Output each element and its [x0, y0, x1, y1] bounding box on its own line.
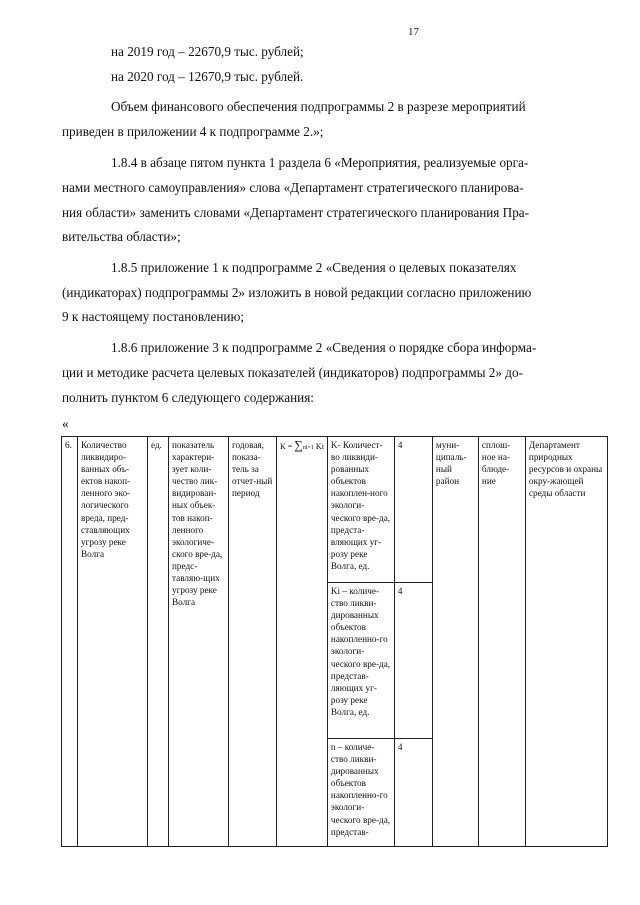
time-characteristic: годовая, показа-тель за отчет-ный период [229, 437, 277, 847]
responsible-body: Департамент природных ресурсов и охраны окру-жающей среды области [525, 437, 607, 847]
text-line: полнить пунктом 6 следующего содержания: [62, 390, 314, 405]
text-line: приведен в приложении 4 к подпрограмме 2.»; [62, 124, 324, 139]
text-line: нами местного самоуправления» слова «Департамент стратегического планирова- [62, 180, 524, 195]
data-collection-method: сплош-ное на-блюде-ние [478, 437, 525, 847]
variable-description: Ki – количе-ство ликви-дированных объектов накопленно-го экологи-ческого вре-да, представ-ляющих уг-розу реке Волга, ед. [327, 583, 394, 739]
text-line: вительства области»; [62, 229, 181, 244]
text-line: на 2019 год – 22670,9 тыс. рублей; [111, 44, 304, 59]
variable-description: n – количе-ство ликви-дированных объектов накопленно-го экологи-ческого вре-да, представ- [327, 739, 394, 847]
text-line: ции и методике расчета целевых показателей (индикаторов) подпрограммы 2» до- [62, 365, 523, 380]
variable-code: 4 [394, 437, 432, 583]
formula-cell [277, 437, 328, 847]
formula: K = ∑ni=1 Ki [280, 438, 324, 452]
indicator-name: Количество ликвидиро-ванных объ-ектов накоп-ленного эко-логического вреда, пред-ставляющих угрозу реке Волга [78, 437, 148, 847]
text-line: 1.8.6 приложение 3 к подпрограмме 2 «Сведения о порядке сбора информа- [111, 340, 537, 355]
row-number: 6. [62, 437, 78, 847]
observation-level: муни-ципаль-ный район [432, 437, 478, 847]
text-line: 9 к настоящему постановлению; [62, 309, 244, 324]
variable-code: 4 [394, 739, 432, 847]
unit: ед. [148, 437, 169, 847]
text-line: 1.8.4 в абзаце пятом пункта 1 раздела 6 «Мероприятия, реализуемые орга- [111, 155, 529, 170]
indicator-definition: показатель характери-зует коли-чество лик-видирован-ных объек-тов накоп-ленного экологиче-ского вре-да, предс-тавляю-щих угрозу реке Волга [169, 437, 229, 847]
text-line: на 2020 год – 12670,9 тыс. рублей. [111, 69, 304, 84]
text-line: Объем финансового обеспечения подпрограммы 2 в разрезе мероприятий [111, 99, 526, 114]
text-line: (индикаторах) подпрограммы 2» изложить в новой редакции согласно приложению [62, 285, 532, 300]
indicator-table [61, 436, 608, 847]
text-line: ния области» заменить словами «Департамент стратегического планирования Пра- [62, 205, 530, 220]
open-quote: « [62, 416, 69, 431]
page-number: 17 [408, 26, 419, 38]
variable-code: 4 [394, 583, 432, 739]
variable-description: K- Количест-во ликвиди-рованных объектов накоплен-ного экологи-ческого вре-да, предста-вляющих уг-розу реке Волга, ед. [327, 437, 394, 583]
text-line: 1.8.5 приложение 1 к подпрограмме 2 «Сведения о целевых показателях [111, 260, 517, 275]
